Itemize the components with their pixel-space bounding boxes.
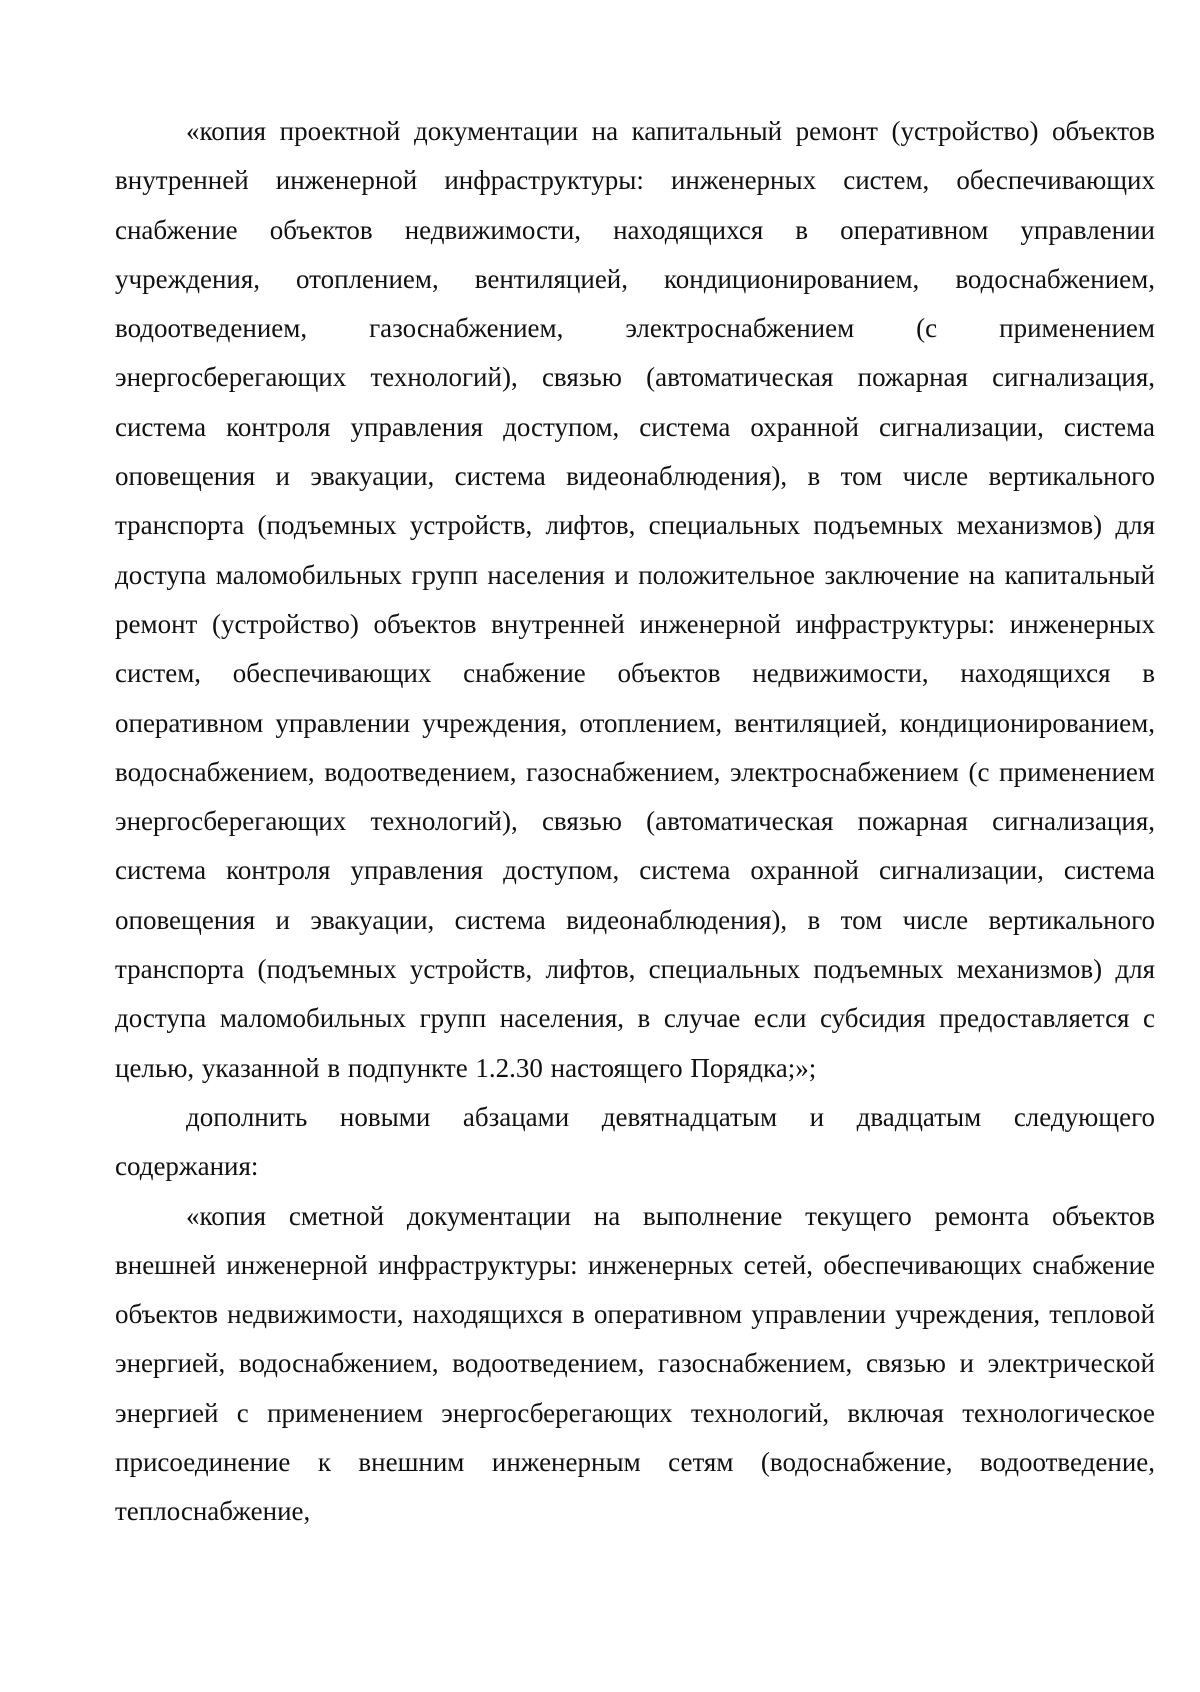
document-body <box>115 107 1155 1537</box>
paragraph-add-new-paragraphs: дополнить новыми абзацами девятнадцатым и двадцатым следующего содержания: <box>115 1101 1155 1182</box>
paragraph-estimate-documentation: «копия сметной документации на выполнение текущего ремонта объектов внешней инженерной инфраструктуры: инженерных сетей, обеспечивающих снабжение объектов недвижимости, находящихся в оперативном управлении учреждения, тепловой энергией, водоснабжением, водоотведением, газоснабжением, связью и электрической энергией с применением энергосберегающих технологий, включая технологическое присоединение к внешним инженерным сетям (водоснабжение, водоотведение, теплоснабжение, <box>115 1200 1155 1527</box>
paragraph-design-documentation: «копия проектной документации на капитальный ремонт (устройство) объектов внутренней инженерной инфраструктуры: инженерных систем, обеспечивающих снабжение объектов недвижимости, находящихся в оперативном управлении учреждения, отоплением, вентиляцией, кондиционированием, водоснабжением, водоотведением, газоснабжением, электроснабжением (с применением энергосберегающих технологий), связью (автоматическая пожарная сигнализация, система контроля управления доступом, система охранной сигнализации, система оповещения и эвакуации, система видеонаблюдения), в том числе вертикального транспорта (подъемных устройств, лифтов, специальных подъемных механизмов) для доступа маломобильных групп населения и положительное заключение на капитальный ремонт (устройство) объектов внутренней инженерной инфраструктуры: инженерных систем, обеспечивающих снабжение объектов недвижимости, находящихся в оперативном управлении учреждения, отоплением, вентиляцией, кондиционированием, водоснабжением, водоотведением, газоснабжением, электроснабжением (с применением энергосберегающих технологий), связью (автоматическая пожарная сигнализация, система контроля управления доступом, система охранной сигнализации, система оповещения и эвакуации, система видеонаблюдения), в том числе вертикального транспорта (подъемных устройств, лифтов, специальных подъемных механизмов) для доступа маломобильных групп населения, в случае если субсидия предоставляется с целью, указанной в подпункте 1.2.30 настоящего Порядка;»; <box>115 116 1155 1083</box>
